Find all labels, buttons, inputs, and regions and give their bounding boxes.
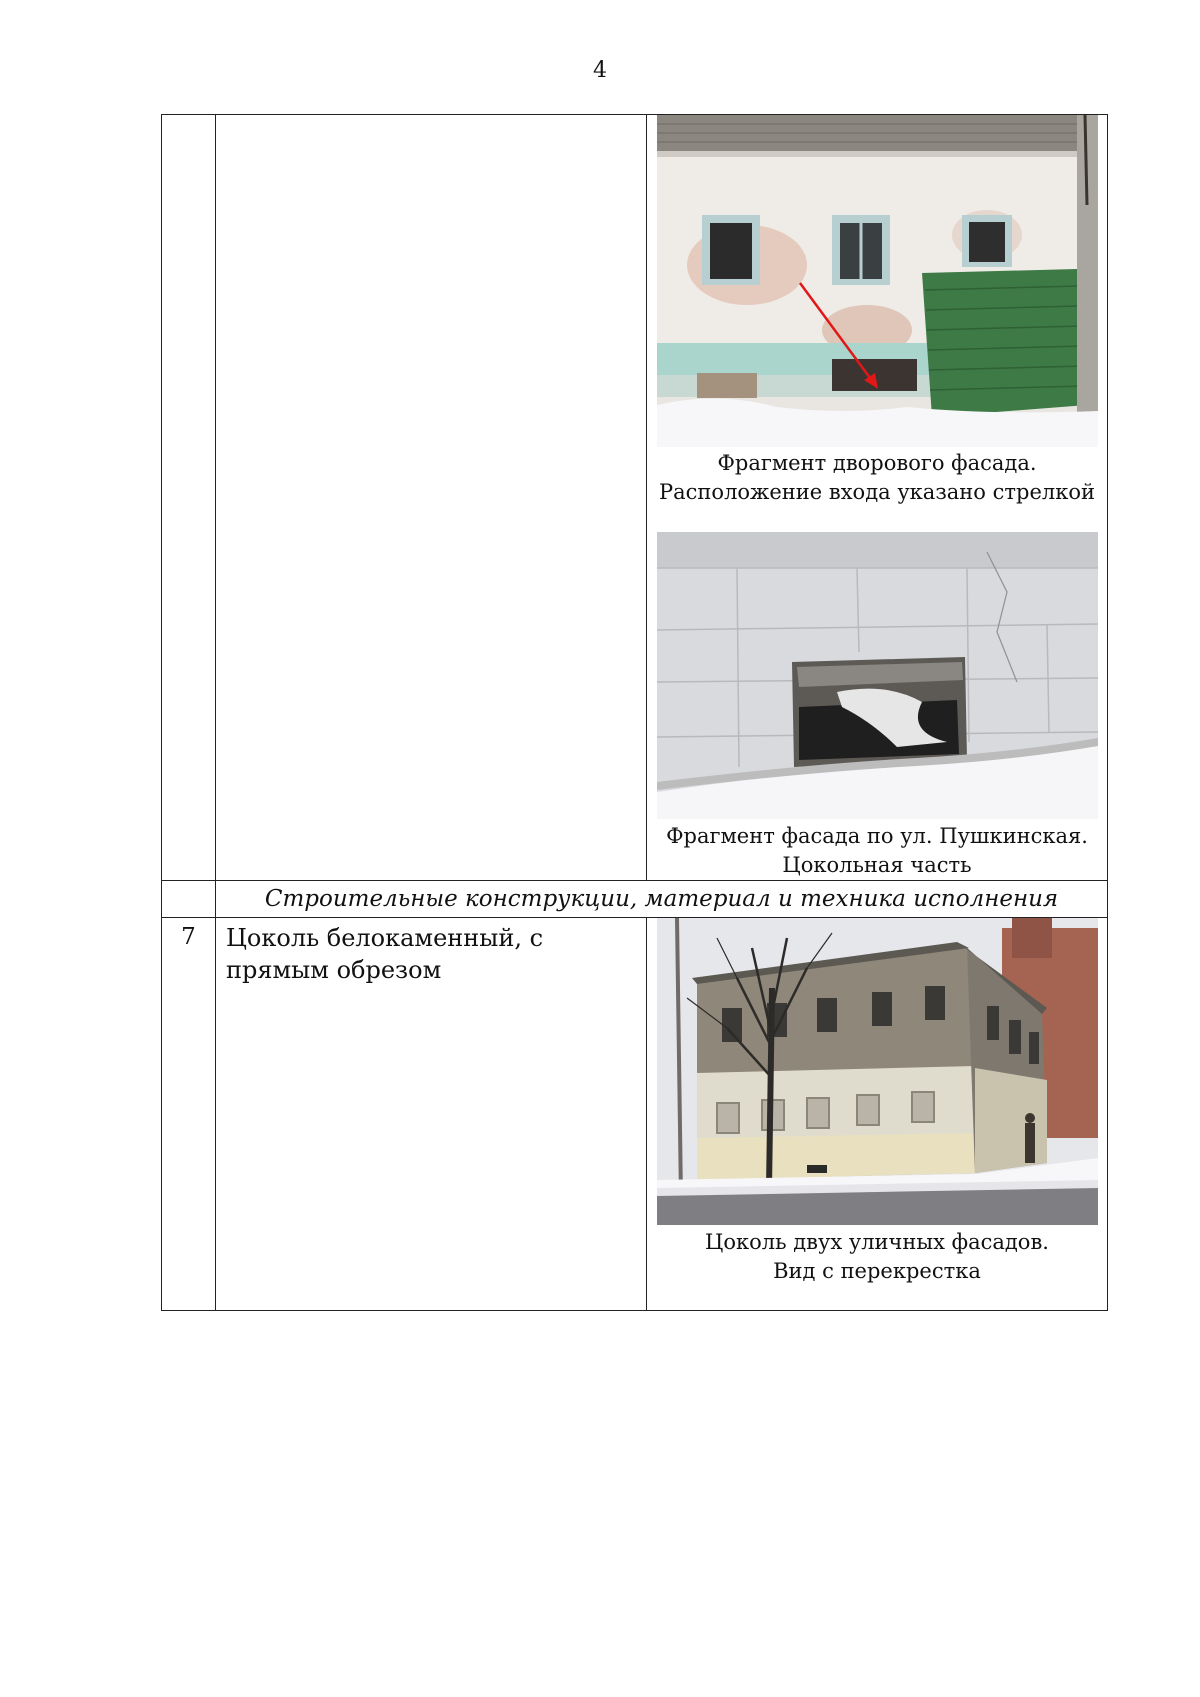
number-cell [162, 881, 216, 918]
courtyard-facade-photo [657, 115, 1098, 447]
caption-line: Фрагмент фасада по ул. Пушкинская. [666, 824, 1088, 848]
caption-line: Фрагмент дворового фасада. [717, 451, 1037, 475]
table-row [162, 918, 1108, 1311]
row-description: Цоколь белокаменный, с прямым обрезом [216, 918, 647, 1311]
caption-line: Расположение входа указано стрелкой [659, 480, 1095, 504]
caption-line: Цокольная часть [782, 853, 972, 877]
description-cell [216, 115, 647, 881]
corner-view-photo [657, 918, 1098, 1225]
pushkinskaya-facade-photo [657, 532, 1098, 819]
photo-caption [647, 1228, 1107, 1310]
row-number: 7 [162, 918, 216, 1311]
section-row [162, 881, 1108, 918]
caption-line: Цоколь двух уличных фасадов. [705, 1230, 1049, 1254]
photo-caption [647, 449, 1107, 507]
caption-line: Вид с перекрестка [773, 1259, 981, 1283]
table-row [162, 115, 1108, 881]
number-cell [162, 115, 216, 881]
photo-caption [647, 822, 1107, 880]
description-table [161, 114, 1108, 1311]
photo-cell [647, 115, 1108, 881]
page-number: 4 [593, 58, 607, 83]
photo-cell [647, 918, 1108, 1311]
section-title: Строительные конструкции, материал и техника исполнения [216, 881, 1108, 918]
